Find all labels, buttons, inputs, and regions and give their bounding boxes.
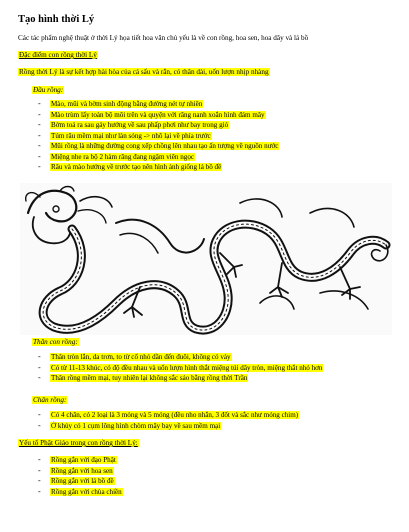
- list-item: - Miệng nhe ra bộ 2 hàm răng đang ngậm viên ngọc: [38, 151, 195, 161]
- section-heading-characteristics: Đặc điểm con rồng thời Lý: [19, 51, 97, 59]
- list-item: - Bờm toả ra sau gáy hướng về sau phấp phơi như bay trong gió: [38, 120, 229, 129]
- ly-dragon-illustration: [20, 183, 392, 335]
- intro-paragraph: Các tác phẩm nghệ thuật ở thời Lý họa tiết hoa văn chủ yếu là về con rồng, hoa sen, hoa dây và lá bồ: [18, 34, 309, 42]
- list-item: - Râu và mào hướng về trước tạo nên hình ảnh giống lá bồ đề: [38, 162, 222, 171]
- list-item: - Túm râu mềm mại như làn sóng -> nhô lại về phía trước: [38, 130, 211, 140]
- list-item: - Có từ 11-13 khúc, có độ đều nhau và uốn lượn hình thắt miệng túi dây tròn, miệng thắt nhỏ hơn: [38, 362, 323, 372]
- list-item: - Mào, mũi và bờm sinh động bằng đường nét tự nhiên: [38, 99, 203, 108]
- body-feature-list: [30, 352, 323, 384]
- section-heading-buddhism: Yếu tố Phật Giáo trong con rồng thời Lý:: [19, 439, 138, 447]
- foot-label: Chân rồng:: [33, 396, 67, 404]
- list-item: - Rồng gắn với lá bồ đề: [38, 476, 114, 485]
- buddhism-list: [30, 455, 123, 497]
- foot-feature-list: [30, 410, 299, 431]
- list-item: - Rồng gắn với hoa sen: [38, 465, 113, 475]
- list-item: - Có 4 chân, có 2 loại là 3 móng và 5 móng (đều nho nhắn, 3 đốt và sắc như móng chim): [38, 410, 299, 419]
- page-title: Tạo hình thời Lý: [18, 14, 95, 25]
- list-item: - Thân tròn lẳn, da trơn, to từ cổ nhỏ dần đến đuôi, không có vảy: [38, 352, 231, 361]
- list-item: - Ở khủy có 1 cụm lông hình chòm mây bay về sau mềm mại: [38, 420, 221, 430]
- dragon-summary: Rồng thời Lý là sự kết hợp hài hòa của cá sấu và rắn, có thân dài, uốn lượn nhịp nhàng: [19, 68, 269, 76]
- list-item: - Mũi rồng là những đường cong xếp chồng lên nhau tạo ấn tượng về nguồn nước: [38, 141, 279, 150]
- body-label: Thân con rồng:: [33, 338, 78, 346]
- list-item: - Rồng gắn với chùa chiền: [38, 486, 122, 496]
- head-label: Đầu rồng:: [33, 86, 64, 94]
- list-item: - Rồng gắn với đạo Phật: [38, 455, 116, 464]
- list-item: - Mào trùm lấy toàn bộ mõi trên và quyện với răng nanh xoắn hình đám mây: [38, 109, 265, 119]
- head-feature-list: [30, 99, 279, 173]
- list-item: - Thân rồng mềm mại, tuy nhiên lại không sắc sảo bằng rồng thời Trần: [38, 373, 248, 382]
